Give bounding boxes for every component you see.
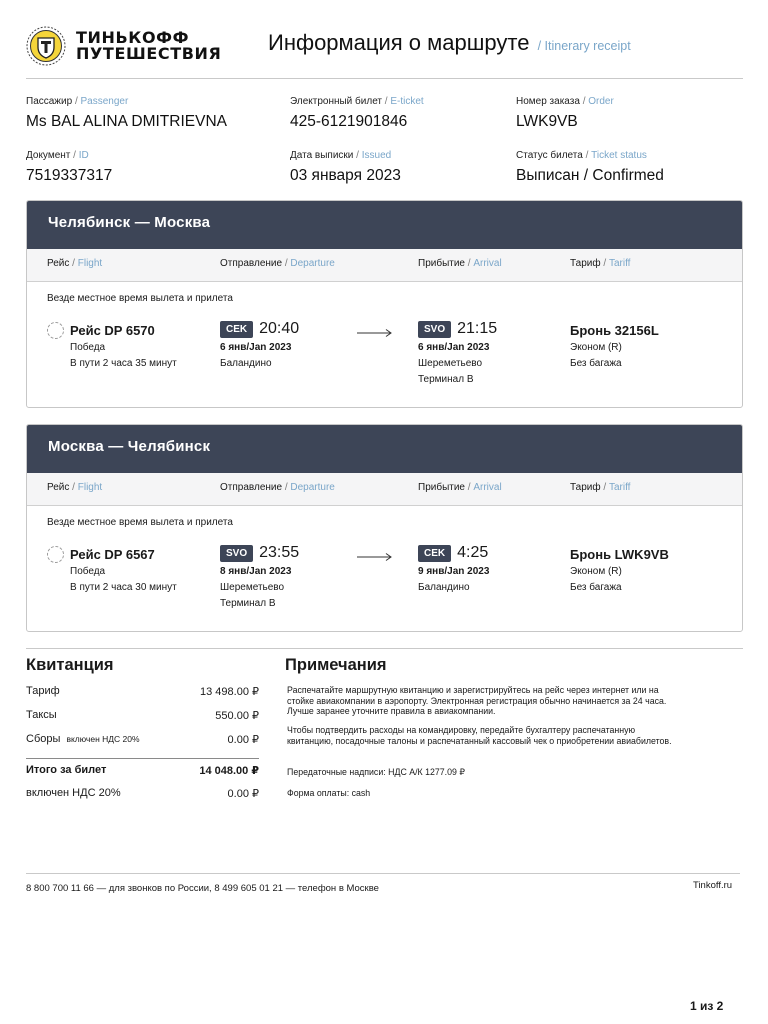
col-flight-en: Flight bbox=[77, 482, 103, 493]
col-tariff: Тариф / Tariff bbox=[570, 258, 631, 269]
document-label: Документ bbox=[26, 150, 71, 161]
segment-column-header bbox=[27, 473, 742, 506]
page-title-en: / Itinerary receipt bbox=[537, 39, 631, 53]
receipt-row-fees bbox=[26, 733, 259, 745]
flight-duration: В пути 2 часа 30 минут bbox=[70, 582, 177, 593]
segment-card bbox=[26, 200, 743, 408]
ticket-status: Выписан / Confirmed bbox=[516, 167, 664, 184]
departure-terminal: Терминал B bbox=[220, 598, 276, 609]
arrival-time: 4:25 bbox=[457, 544, 489, 561]
total-label: Итого за билет bbox=[26, 764, 107, 776]
arrival-block bbox=[418, 320, 497, 338]
segment-route: Челябинск — Москва bbox=[27, 201, 742, 249]
airline-name: Победа bbox=[70, 566, 106, 577]
support-phones: 8 800 700 11 66 — для звонков по России, 8 499 605 01 21 — телефон в Москве bbox=[26, 883, 379, 894]
col-departure-en: Departure bbox=[290, 482, 335, 493]
arrival-airport: Шереметьево bbox=[418, 358, 483, 369]
col-arrival-en: Arrival bbox=[473, 482, 502, 493]
notes-paragraph-2: Чтобы подтвердить расходы на командировку, передайте бухгалтеру распечатанную квитанцию, посадочные талоны и распечатанный кассовый чек о приобретении авиабилетов. bbox=[287, 725, 672, 746]
segment-card bbox=[26, 424, 743, 632]
baggage-info: Без багажа bbox=[570, 582, 622, 593]
col-departure: Отправление / Departure bbox=[220, 482, 335, 493]
arrival-airport: Баландино bbox=[418, 582, 470, 593]
status-field: Статус билета / Ticket status Выписан / Confirmed bbox=[516, 150, 664, 184]
flight-duration: В пути 2 часа 35 минут bbox=[70, 358, 177, 369]
receipt-row-total bbox=[26, 764, 259, 776]
flight-number: Рейс DP 6567 bbox=[70, 547, 155, 562]
footer-divider bbox=[26, 873, 740, 874]
document-label-en: ID bbox=[78, 150, 89, 161]
notes-paragraph-3: Передаточные надписи: НДС А/К 1277.09 ₽ bbox=[287, 767, 465, 777]
tariff-amount: 13 498.00 ₽ bbox=[200, 686, 259, 698]
eticket-field: Электронный билет / E-ticket 425-6121901846 bbox=[290, 96, 424, 130]
order-number: LWK9VB bbox=[516, 113, 578, 130]
issued-date: 03 января 2023 bbox=[290, 167, 401, 184]
col-tariff-ru: Тариф bbox=[570, 258, 601, 269]
page-header bbox=[26, 24, 743, 79]
brand-line-1: ТИНЬКОФФ bbox=[76, 28, 190, 47]
col-arrival-ru: Прибытие bbox=[418, 258, 465, 269]
segment-column-header bbox=[27, 249, 742, 282]
fare-class: Эконом (R) bbox=[570, 566, 622, 577]
flight-number: Рейс DP 6570 bbox=[70, 323, 155, 338]
departure-time: 23:55 bbox=[259, 544, 300, 561]
shield-emblem-icon bbox=[26, 26, 66, 66]
passenger-label: Пассажир bbox=[26, 96, 73, 107]
col-departure-ru: Отправление bbox=[220, 258, 283, 269]
arrival-airport-code: CEK bbox=[418, 545, 451, 562]
col-flight-ru: Рейс bbox=[47, 482, 70, 493]
issued-label-en: Issued bbox=[361, 150, 392, 161]
arrival-airport-code: SVO bbox=[418, 321, 451, 338]
document-field: Документ / ID 7519337317 bbox=[26, 150, 113, 184]
eticket-number: 425-6121901846 bbox=[290, 113, 408, 130]
departure-time: 20:40 bbox=[259, 320, 300, 337]
fare-class: Эконом (R) bbox=[570, 342, 622, 353]
arrival-time: 21:15 bbox=[457, 320, 498, 337]
airline-logo-placeholder-icon bbox=[47, 546, 64, 563]
fees-amount: 0.00 ₽ bbox=[227, 734, 259, 746]
eticket-label-en: E-ticket bbox=[390, 96, 424, 107]
website-link[interactable]: Tinkoff.ru bbox=[693, 880, 733, 891]
notes-title: Примечания bbox=[285, 656, 387, 674]
col-arrival: Прибытие / Arrival bbox=[418, 482, 502, 493]
order-label-en: Order bbox=[588, 96, 614, 107]
departure-date: 6 янв/Jan 2023 bbox=[220, 342, 292, 353]
departure-airport-code: CEK bbox=[220, 321, 253, 338]
col-arrival: Прибытие / Arrival bbox=[418, 258, 502, 269]
booking-code: Бронь LWK9VB bbox=[570, 547, 669, 562]
col-flight: Рейс / Flight bbox=[47, 258, 103, 269]
notes-paragraph-4: Форма оплаты: cash bbox=[287, 788, 371, 798]
col-tariff-ru: Тариф bbox=[570, 482, 601, 493]
fees-vat-note: включен НДС 20% bbox=[66, 734, 140, 744]
col-flight-ru: Рейс bbox=[47, 258, 70, 269]
departure-block bbox=[220, 320, 299, 338]
col-tariff: Тариф / Tariff bbox=[570, 482, 631, 493]
col-departure-ru: Отправление bbox=[220, 482, 283, 493]
col-tariff-en: Tariff bbox=[608, 482, 631, 493]
vat-amount: 0.00 ₽ bbox=[227, 788, 259, 800]
col-arrival-en: Arrival bbox=[473, 258, 502, 269]
vat-label: включен НДС 20% bbox=[26, 787, 121, 799]
local-time-note: Везде местное время вылета и прилета bbox=[47, 517, 233, 528]
fees-label: Сборы bbox=[26, 733, 61, 745]
airline-name: Победа bbox=[70, 342, 106, 353]
departure-airport: Шереметьево bbox=[220, 582, 285, 593]
taxes-label: Таксы bbox=[26, 709, 57, 721]
departure-airport-code: SVO bbox=[220, 545, 253, 562]
page-title bbox=[268, 30, 631, 56]
departure-airport: Баландино bbox=[220, 358, 272, 369]
col-flight-en: Flight bbox=[77, 258, 103, 269]
tariff-label: Тариф bbox=[26, 685, 60, 697]
col-tariff-en: Tariff bbox=[608, 258, 631, 269]
passenger-name: Ms BAL ALINA DMITRIEVNA bbox=[26, 113, 227, 130]
section-divider bbox=[26, 648, 743, 649]
airline-logo-placeholder-icon bbox=[47, 322, 64, 339]
arrival-block bbox=[418, 544, 488, 562]
notes-paragraph-1: Распечатайте маршрутную квитанцию и зарегистрируйтесь на рейс через интернет или на стойке авиакомпании в аэропорту. Электронная регистрация обычно начинается за 24 часа. Лучше заранее уточните правила в авиакомпании. bbox=[287, 685, 667, 717]
issued-label: Дата выписки bbox=[290, 150, 354, 161]
arrival-date: 6 янв/Jan 2023 bbox=[418, 342, 490, 353]
total-amount: 14 048.00 ₽ bbox=[199, 765, 259, 777]
booking-code: Бронь 32156L bbox=[570, 323, 659, 338]
col-departure-en: Departure bbox=[290, 258, 335, 269]
segment-route: Москва — Челябинск bbox=[27, 425, 742, 473]
passenger-label-en: Passenger bbox=[80, 96, 129, 107]
page-title-ru: Информация о маршруте bbox=[268, 30, 530, 55]
receipt-row-tariff bbox=[26, 685, 259, 697]
baggage-info: Без багажа bbox=[570, 358, 622, 369]
col-departure: Отправление / Departure bbox=[220, 258, 335, 269]
departure-date: 8 янв/Jan 2023 bbox=[220, 566, 292, 577]
segment-body bbox=[27, 282, 742, 407]
passenger-field: Пассажир / Passenger Ms BAL ALINA DMITRIEVNA bbox=[26, 96, 227, 130]
local-time-note: Везде местное время вылета и прилета bbox=[47, 293, 233, 304]
order-label: Номер заказа bbox=[516, 96, 580, 107]
col-flight: Рейс / Flight bbox=[47, 482, 103, 493]
receipt-title: Квитанция bbox=[26, 656, 114, 674]
col-arrival-ru: Прибытие bbox=[418, 482, 465, 493]
arrival-terminal: Терминал B bbox=[418, 374, 474, 385]
taxes-amount: 550.00 ₽ bbox=[215, 710, 259, 722]
segment-body bbox=[27, 506, 742, 631]
eticket-label: Электронный билет bbox=[290, 96, 382, 107]
brand-logo-text bbox=[76, 30, 221, 62]
issued-field: Дата выписки / Issued 03 января 2023 bbox=[290, 150, 401, 184]
departure-block bbox=[220, 544, 299, 562]
arrow-right-icon bbox=[357, 552, 393, 562]
page-counter: 1 из 2 bbox=[690, 999, 724, 1013]
status-label: Статус билета bbox=[516, 150, 583, 161]
order-field: Номер заказа / Order LWK9VB bbox=[516, 96, 614, 130]
receipt-row-vat bbox=[26, 787, 259, 799]
status-label-en: Ticket status bbox=[591, 150, 647, 161]
receipt-row-taxes bbox=[26, 709, 259, 721]
document-number: 7519337317 bbox=[26, 167, 113, 184]
arrow-right-icon bbox=[357, 328, 393, 338]
brand-line-2: ПУТЕШЕСТВИЯ bbox=[76, 44, 222, 63]
total-divider bbox=[26, 758, 259, 759]
arrival-date: 9 янв/Jan 2023 bbox=[418, 566, 490, 577]
